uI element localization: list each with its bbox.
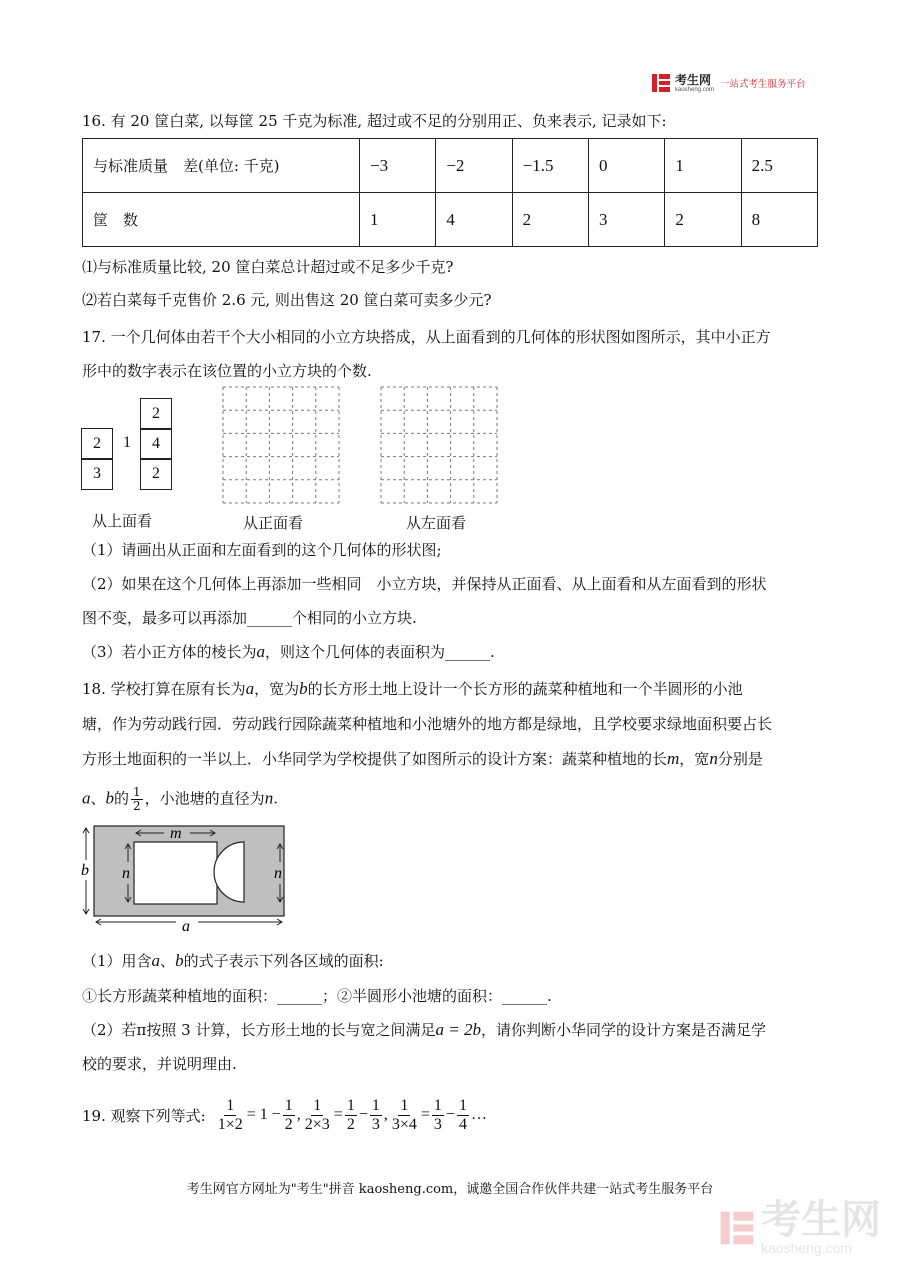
- table-cell: −3: [360, 139, 436, 193]
- q18-diagram: [78, 822, 298, 937]
- q18-sub2: （2）若π按照 3 计算，长方形土地的长与宽之间满足a = 2b，请你判断小华同学的设计方案是否满足学: [82, 1020, 766, 1039]
- header-logo: [650, 72, 806, 94]
- q18-line3: 方形土地面积的一半以上．小华同学为学校提供了如图所示的设计方案：蔬菜种植地的长m，宽n分别是: [82, 749, 763, 768]
- table-cell: 2: [665, 193, 741, 247]
- header-slogan: 一站式考生服务平台: [720, 79, 806, 90]
- row-header-deviation: 与标准质量 差(单位: 千克): [83, 139, 360, 193]
- q17-title-line1: 17. 一个几何体由若干个大小相同的小立方块搭成，从上面看到的几何体的形状图如图所示，其中小正方: [82, 328, 771, 346]
- table-row: [83, 193, 818, 247]
- table-cell: 8: [741, 193, 817, 247]
- top-view-cell: 2: [140, 458, 172, 490]
- q17-sub3: （3）若小正方体的棱长为a，则这个几何体的表面积为______.: [82, 642, 495, 661]
- top-view-cell: 2: [81, 428, 113, 460]
- table-cell: −2: [436, 139, 512, 193]
- left-view-grid[interactable]: [380, 386, 498, 504]
- q19-prefix: 19. 观察下列等式:: [82, 1106, 206, 1125]
- label-m: m: [170, 825, 182, 842]
- q18-sub2-line2: 校的要求，并说明理由.: [82, 1055, 237, 1073]
- q18-sub1: （1）用含a、b的式子表示下列各区域的面积:: [82, 951, 384, 970]
- table-cell: 0: [588, 139, 664, 193]
- q19-equations: 19. 观察下列等式: $\frac{1}{1\times 2}$ = 1 − $\frac{1}{2}$ , $\frac{1}{2\times 3}$ = $\frac{1}{2}$ − $\frac{1}{3}$ , $\frac{1}{3\times 4}$ = $\frac{1}{3}$ − $\frac{1}{4}$ …: [82, 1097, 487, 1133]
- q17-title-line2: 形中的数字表示在该位置的小立方块的个数.: [82, 362, 372, 380]
- kaosheng-logo-icon: [650, 72, 672, 94]
- label-a: a: [182, 918, 190, 935]
- q18-sub1-items: ①长方形蔬菜种植地的面积：______；②半圆形小池塘的面积：______.: [82, 987, 552, 1005]
- q16-title: 16. 有 20 筐白菜, 以每筐 25 千克为标准, 超过或不足的分别用正、负来表示, 记录如下:: [82, 112, 667, 130]
- label-b: b: [81, 862, 89, 879]
- q16-table: [82, 138, 818, 247]
- q17-sub2-line1: （2）如果在这个几何体上再添加一些相同 小立方块，并保持从正面看、从上面看和从左面看到的形状: [82, 575, 767, 593]
- watermark-logo-icon: [717, 1206, 757, 1250]
- watermark: [717, 1197, 881, 1256]
- q16-sub1: ⑴与标准质量比较, 20 筐白菜总计超过或不足多少千克?: [82, 258, 454, 276]
- watermark-domain: kaosheng.com: [761, 1240, 853, 1256]
- q17-sub1: （1）请画出从正面和左面看到的这个几何体的形状图;: [82, 541, 442, 559]
- watermark-text: 考生网: [761, 1197, 881, 1243]
- caption-left-view: 从左面看: [406, 514, 467, 532]
- top-view-cell: 4: [140, 428, 172, 460]
- q18-line4: a、b的 $\frac{1}{2}$ ，小池塘的直径为n.: [82, 785, 278, 814]
- table-cell: 2.5: [741, 139, 817, 193]
- page-footer: 考生网官方网址为"考生"拼音 kaosheng.com，诚邀全国合作伙伴共建一站式考生服务平台: [186, 1182, 714, 1197]
- logo-domain: kaosheng.com: [675, 86, 715, 93]
- q18-line1: 18. 学校打算在原有长为a，宽为b的长方形土地上设计一个长方形的蔬菜种植地和一个半圆形的小池: [82, 679, 743, 698]
- logo-text: 考生网: [675, 72, 712, 87]
- label-n-right: n: [274, 865, 282, 882]
- table-cell: 4: [436, 193, 512, 247]
- q16-sub2: ⑵若白菜每千克售价 2.6 元, 则出售这 20 筐白菜可卖多少元?: [82, 291, 492, 309]
- row-header-count: 筐 数: [83, 193, 360, 247]
- caption-top-view: 从上面看: [92, 512, 153, 530]
- table-cell: −1.5: [512, 139, 588, 193]
- front-view-grid[interactable]: [222, 386, 340, 504]
- label-n-left: n: [122, 865, 130, 882]
- q18-line2: 塘，作为劳动践行园．劳动践行园除蔬菜种植地和小池塘外的地方都是绿地，且学校要求绿地面积要占长: [82, 715, 773, 733]
- table-cell: 3: [588, 193, 664, 247]
- caption-front-view: 从正面看: [243, 514, 304, 532]
- q17-sub2-line2: 图不变，最多可以再添加______个相同的小立方块.: [82, 609, 417, 627]
- table-row: [83, 139, 818, 193]
- top-view-cell: 1: [123, 434, 131, 451]
- table-cell: 2: [512, 193, 588, 247]
- table-cell: 1: [665, 139, 741, 193]
- table-cell: 1: [360, 193, 436, 247]
- top-view-cell: 3: [81, 458, 113, 490]
- top-view-cell: 2: [140, 398, 172, 430]
